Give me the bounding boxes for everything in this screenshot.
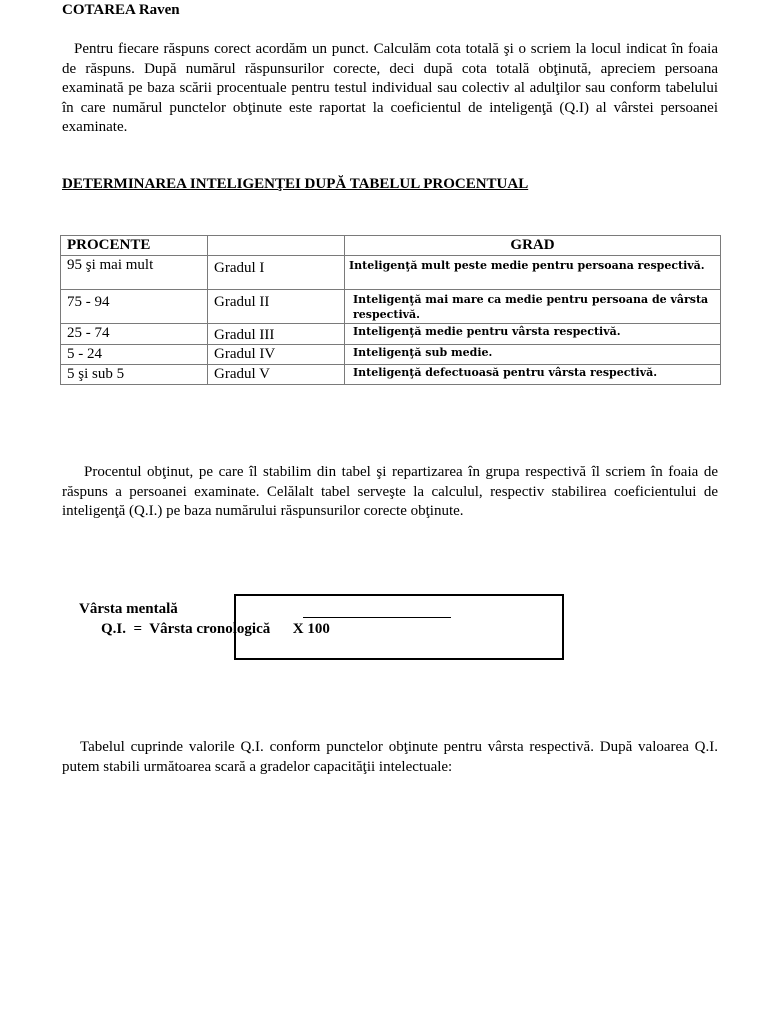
formula-numerator: Vârsta mentală [79,601,178,617]
cell-description: Inteligenţă medie pentru vârsta respectivă. [345,324,721,345]
table-row [61,365,721,385]
third-paragraph: Tabelul cuprinde valorile Q.I. conform punctelor obţinute pentru vârsta respectivă. După valoarea Q.I. putem stabili următoarea scară a gradelor capacităţii intelectuale: [62,739,718,775]
formula-line [101,621,330,638]
cell-grade: Gradul II [208,290,345,324]
fraction-line [303,617,451,618]
formula-denominator: Vârsta cronologică [149,621,271,637]
cell-description: Inteligenţă sub medie. [345,345,721,365]
cell-grade: Gradul V [208,365,345,385]
document-title: COTAREA Raven [62,2,180,18]
cell-grade: Gradul IV [208,345,345,365]
cell-description: Inteligenţă mai mare ca medie pentru persoana de vârsta respectivă. [345,290,721,324]
cell-percent: 5 şi sub 5 [61,365,208,385]
cell-percent: 95 şi mai mult [61,256,208,290]
second-paragraph: Procentul obţinut, pe care îl stabilim din tabel şi repartizarea în grupa respectivă îl scriem în foaia de răspuns a persoanei examinate. Celălalt tabel serveşte la calculul, respectiv stabilirea coeficientului de inteligenţă (Q.I.) pe baza numărului răspunsurilor corecte obţinute. [62,464,718,519]
section-heading: DETERMINAREA INTELIGENŢEI DUPĂ TABELUL PROCENTUAL [62,176,529,192]
header-grade: GRAD [345,236,721,256]
cell-percent: 25 - 74 [61,324,208,345]
cell-description: Inteligenţă mult peste medie pentru persoana respectivă. [345,256,721,290]
cell-grade: Gradul III [208,324,345,345]
table-row [61,324,721,345]
formula-multiplier: X 100 [292,621,330,637]
table-row [61,345,721,365]
cell-percent: 5 - 24 [61,345,208,365]
cell-grade: Gradul I [208,256,345,290]
table-header-row [61,236,721,256]
cell-description: Inteligenţă defectuoasă pentru vârsta respectivă. [345,365,721,385]
intro-paragraph: Pentru fiecare răspuns corect acordăm un punct. Calculăm cota totală şi o scriem la locul indicat în foaia de răspuns. După numărul răspunsurilor corecte, deci după cota totală obţinută, apreciem persoana examinată pe baza scării procentuale pentru testul individual sau colectiv al adulţilor sau conform tabelului în care numărul punctelor obţinute este raportat la coeficientul de inteligenţă (Q.I) al vârstei persoanei examinate. [62,41,718,135]
formula-lhs: Q.I. = [101,621,143,637]
header-empty [208,236,345,256]
grade-table [60,235,721,385]
header-percent: PROCENTE [61,236,208,256]
cell-percent: 75 - 94 [61,290,208,324]
table-row [61,256,721,290]
table-row [61,290,721,324]
